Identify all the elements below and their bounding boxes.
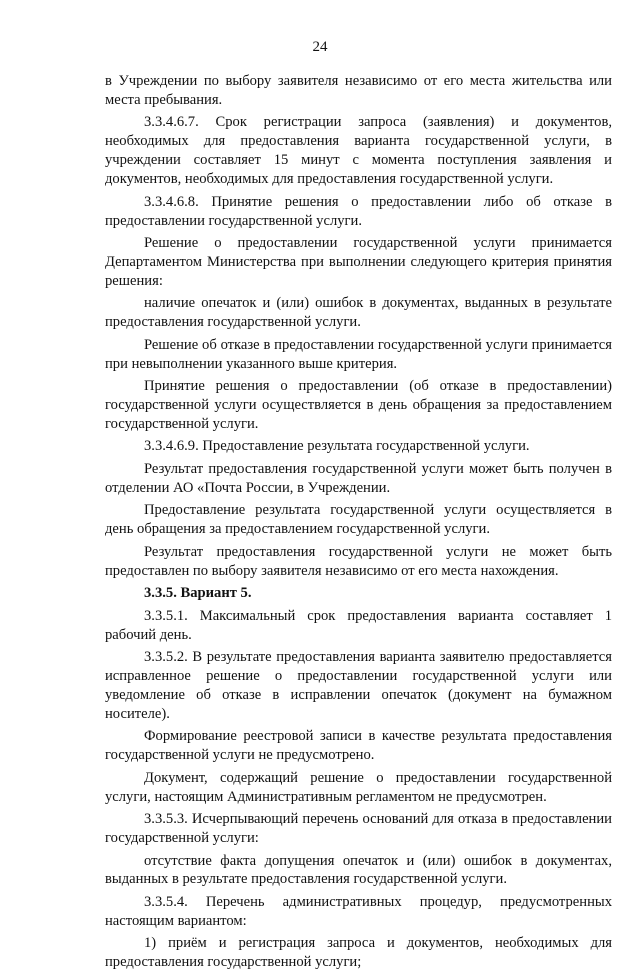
paragraph-result-receipt: Результат предоставления государственной услуги может быть получен в отделении АО «Почта России, в Учреждении.	[105, 460, 612, 496]
page-number: 24	[312, 39, 328, 55]
paragraph-continuation: в Учреждении по выбору заявителя независимо от его места жительства или места пребывания.	[105, 73, 612, 108]
paragraph-decision-document: Документ, содержащий решение о предоставлении государственной услуги, настоящим Административным регламентом не предусмотрен.	[105, 769, 612, 805]
paragraph-refusal-ground: отсутствие факта допущения опечаток и (или) ошибок в документах, выданных в результате предоставления государственной услуги.	[105, 852, 612, 888]
section-heading-variant-5: 3.3.5. Вариант 5.	[144, 585, 252, 602]
paragraph-3-3-4-6-8: 3.3.4.6.8. Принятие решения о предоставлении либо об отказе в предоставлении государственной услуги.	[105, 193, 612, 229]
paragraph-decision-timing: Принятие решения о предоставлении (об отказе в предоставлении) государственной услуги осуществляется в день обращения за предоставлением государственной услуги.	[105, 378, 612, 432]
list-item-1: 1) приём и регистрация запроса и документов, необходимых для предоставления государственной услуги;	[105, 935, 612, 971]
paragraph-3-3-5-2: 3.3.5.2. В результате предоставления варианта заявителю предоставляется исправленное решение о предоставлении государственной услуги или уведомление об отказе в исправлении опечаток (документ на бумажном носителе).	[105, 649, 612, 722]
document-body	[105, 72, 612, 976]
paragraph-refusal-decision: Решение об отказе в предоставлении государственной услуги принимается при невыполнении указанного выше критерия.	[105, 336, 612, 372]
paragraph-3-3-5-3: 3.3.5.3. Исчерпывающий перечень оснований для отказа в предоставлении государственной услуги:	[105, 811, 612, 847]
paragraph-result-location: Результат предоставления государственной услуги не может быть предоставлен по выбору заявителя независимо от его места нахождения.	[105, 543, 612, 579]
paragraph-3-3-4-6-9: 3.3.4.6.9. Предоставление результата государственной услуги.	[144, 438, 530, 455]
paragraph-criterion-errors: наличие опечаток и (или) ошибок в документах, выданных в результате предоставления государственной услуги.	[105, 295, 612, 331]
paragraph-3-3-5-1: 3.3.5.1. Максимальный срок предоставления варианта составляет 1 рабочий день.	[105, 607, 612, 643]
paragraph-decision-criteria: Решение о предоставлении государственной услуги принимается Департаментом Министерства при выполнении следующего критерия принятия решения:	[105, 235, 612, 289]
paragraph-registry-record: Формирование реестровой записи в качестве результата предоставления государственной услуги не предусмотрено.	[105, 728, 612, 764]
paragraph-result-timing: Предоставление результата государственной услуги осуществляется в день обращения за предоставлением государственной услуги.	[105, 502, 612, 538]
paragraph-3-3-5-4: 3.3.5.4. Перечень административных процедур, предусмотренных настоящим вариантом:	[105, 893, 612, 929]
paragraph-3-3-4-6-7: 3.3.4.6.7. Срок регистрации запроса (заявления) и документов, необходимых для предоставления варианта государственной услуги, в учреждении составляет 15 минут с момента поступления заявления и документов, необходимых для предоставления государственной услуги.	[105, 114, 612, 188]
